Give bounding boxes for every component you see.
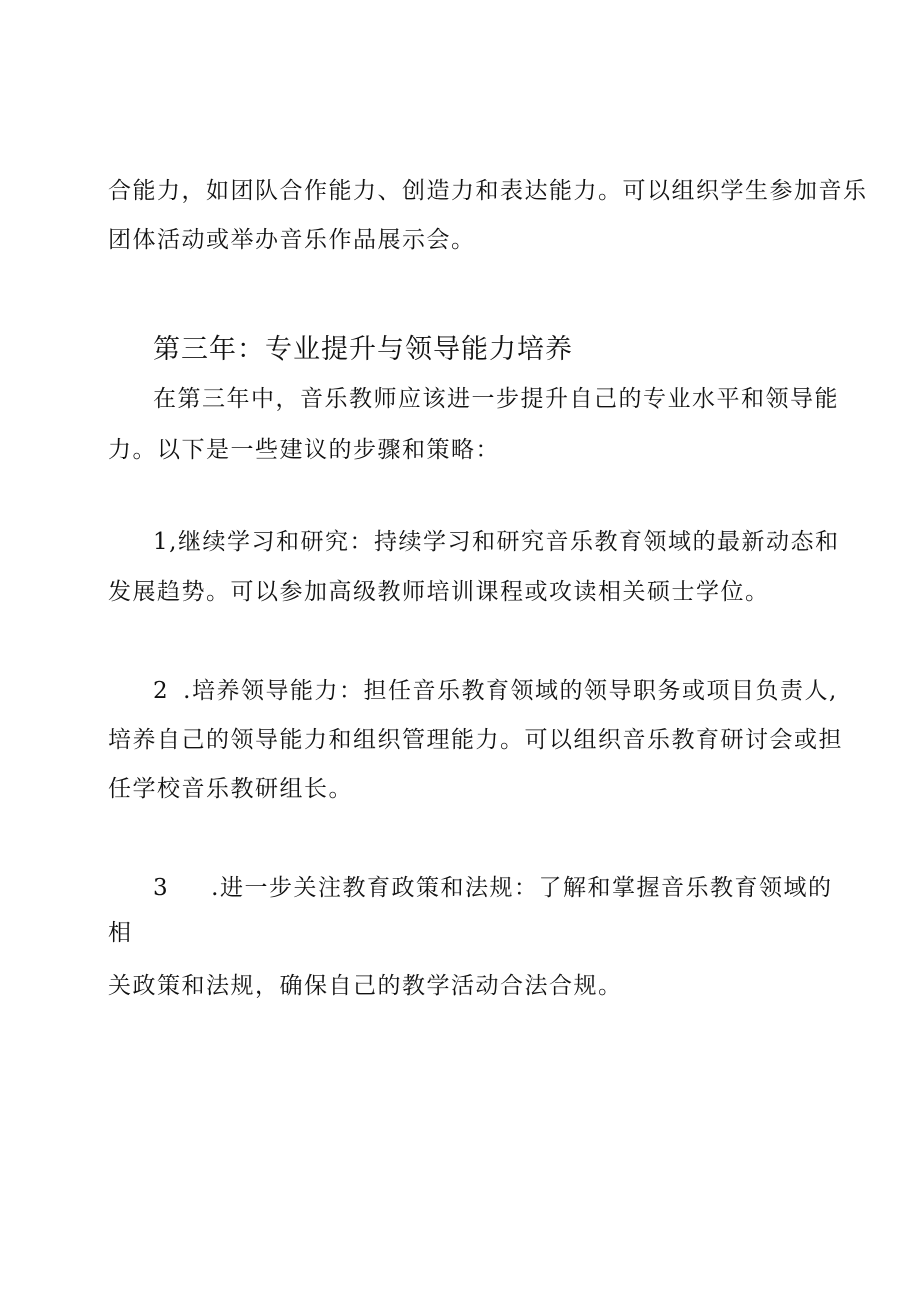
list-item-1-number: 1 [153, 529, 170, 555]
list-item-1-line-1 [153, 527, 839, 557]
section-title: 第三年：专业提升与领导能力培养 [153, 334, 573, 365]
list-item-1-text: ,继续学习和研究：持续学习和研究音乐教育领域的最新动态和 [169, 529, 840, 555]
intro-line-2: 团体活动或举办音乐作品展示会。 [108, 227, 476, 253]
list-item-2-line-3: 任学校音乐教研组长。 [108, 776, 353, 802]
intro-line-1: 合能力，如团队合作能力、创造力和表达能力。可以组织学生参加音乐 [108, 178, 868, 204]
list-item-3-line-3: 关政策和法规，确保自己的教学活动合法合规。 [108, 973, 623, 999]
list-item-3-text: .进一步关注教育政策和法规：了解和掌握音乐教育领域的 [211, 875, 833, 901]
list-item-1-line-2: 发展趋势。可以参加高级教师培训课程或攻读相关硕士学位。 [108, 579, 770, 605]
section-intro-line-1: 在第三年中，音乐教师应该进一步提升自己的专业水平和领导能 [153, 386, 839, 412]
list-item-2-line-2: 培养自己的领导能力和组织管理能力。可以组织音乐教育研讨会或担 [108, 727, 843, 753]
list-item-3-line-1 [153, 873, 832, 903]
section-intro-line-2: 力。以下是一些建议的步骤和策略： [108, 437, 500, 463]
list-item-2-text: .培养领导能力：担任音乐教育领域的领导职务或项目负责人, [183, 678, 838, 704]
list-item-2-number: 2 [153, 678, 170, 704]
list-item-3-line-2: 相 [108, 920, 133, 946]
list-item-3-number: 3 [153, 875, 170, 901]
list-item-2-line-1 [153, 676, 838, 706]
